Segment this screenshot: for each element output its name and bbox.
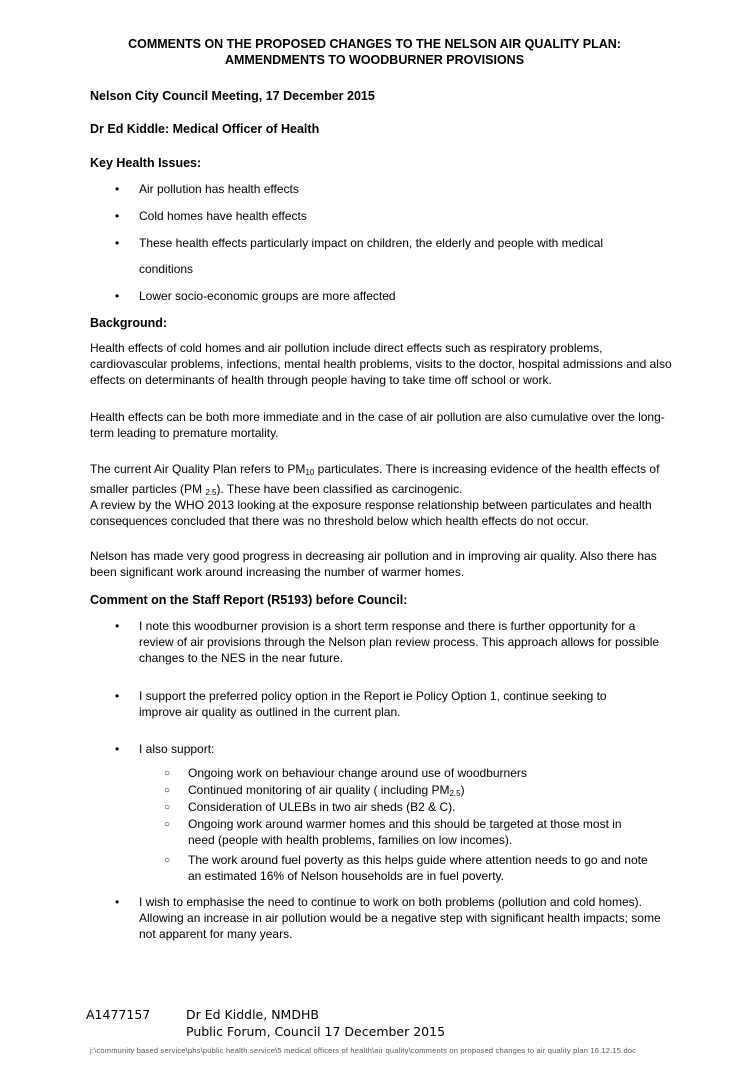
background-heading: Background:	[90, 316, 168, 330]
background-paragraph-4: A review by the WHO 2013 looking at the exposure response relationship between particulates and health consequences concluded that there was no threshold below which health effects do not occur.	[90, 498, 652, 528]
bullet-icon: •	[115, 209, 120, 223]
document-title	[40, 36, 709, 68]
comment-item: I also support:	[139, 742, 215, 756]
background-paragraph-2: Health effects can be both more immediate and in the case of air pollution are also cumulative over the long-term leading to premature mortality.	[90, 410, 665, 440]
footer-author: Dr Ed Kiddle, NMDHB	[186, 1007, 319, 1022]
circle-bullet-icon: ○	[164, 785, 171, 796]
comment-item: I support the preferred policy option in the Report ie Policy Option 1, continue seeking to improve air quality as outlined in the current plan.	[139, 689, 607, 719]
key-issue-item: Lower socio-economic groups are more affected	[139, 289, 396, 303]
key-issue-item: These health effects particularly impact on children, the elderly and people with medical conditions	[139, 236, 604, 276]
key-issue-item: Air pollution has health effects	[139, 182, 299, 196]
support-item: Continued monitoring of air quality ( including $PM_{2.5}$)	[188, 783, 465, 798]
bullet-icon: •	[115, 289, 120, 303]
bullet-icon: •	[115, 182, 120, 196]
title-line-2: AMMENDMENTS TO WOODBURNER PROVISIONS	[224, 53, 525, 67]
circle-bullet-icon: ○	[164, 855, 171, 866]
footer-doc-id: A1477157	[86, 1007, 151, 1022]
comment-item: I note this woodburner provision is a short term response and there is further opportunity for a review of air provisions through the Nelson plan review process. This approach allows for possible changes to the NES in the near future.	[139, 619, 660, 665]
key-issues-heading: Key Health Issues:	[90, 156, 202, 170]
bullet-icon: •	[115, 236, 120, 250]
background-paragraph-1: Health effects of cold homes and air pollution include direct effects such as respiratory problems, cardiovascular problems, infections, mental health problems, visits to the doctor, hospital admissions and also effects on determinants of health through people having to take time off school or work.	[90, 341, 672, 387]
meeting-line: Nelson City Council Meeting, 17 December 2015	[90, 89, 375, 103]
support-item: Ongoing work on behaviour change around use of woodburners	[188, 766, 527, 780]
support-item: Consideration of ULEBs in two air sheds (B2 & C).	[188, 800, 456, 814]
comment-heading: Comment on the Staff Report (R5193) before Council:	[90, 593, 408, 607]
comment-item: I wish to emphasise the need to continue to work on both problems (pollution and cold homes). Allowing an increase in air pollution would be a negative step with significant health impacts; some not apparent for many years.	[139, 895, 661, 941]
footer-file-path: j:\community based service\phs\public health service\5 medical officers of health\air quality\comments on proposed changes to air quality plan 16.12.15.doc	[90, 1046, 637, 1055]
background-paragraph-3: The current Air Quality Plan refers to $PM_{10}$ particulates. There is increasing evidence of the health effects of smaller particles (PM $_{2.5}$). These have been classified as carcinogenic.	[90, 462, 660, 497]
bullet-icon: •	[115, 895, 120, 909]
background-paragraph-5: Nelson has made very good progress in decreasing air pollution and in improving air quality. Also there has been significant work around increasing the number of warmer homes.	[90, 549, 657, 579]
support-item: The work around fuel poverty as this helps guide where attention needs to go and note an estimated 16% of Nelson households are in fuel poverty.	[188, 853, 648, 883]
circle-bullet-icon: ○	[164, 819, 171, 830]
bullet-icon: •	[115, 689, 120, 703]
footer-event: Public Forum, Council 17 December 2015	[186, 1024, 446, 1039]
bullet-icon: •	[115, 619, 120, 633]
bullet-icon: •	[115, 742, 120, 756]
circle-bullet-icon: ○	[164, 802, 171, 813]
circle-bullet-icon: ○	[164, 768, 171, 779]
key-issue-item: Cold homes have health effects	[139, 209, 307, 223]
support-item: Ongoing work around warmer homes and this should be targeted at those most in need (people with health problems, families on low incomes).	[188, 817, 622, 847]
author-line: Dr Ed Kiddle: Medical Officer of Health	[90, 122, 320, 136]
title-line-1: COMMENTS ON THE PROPOSED CHANGES TO THE NELSON AIR QUALITY PLAN:	[128, 37, 621, 51]
